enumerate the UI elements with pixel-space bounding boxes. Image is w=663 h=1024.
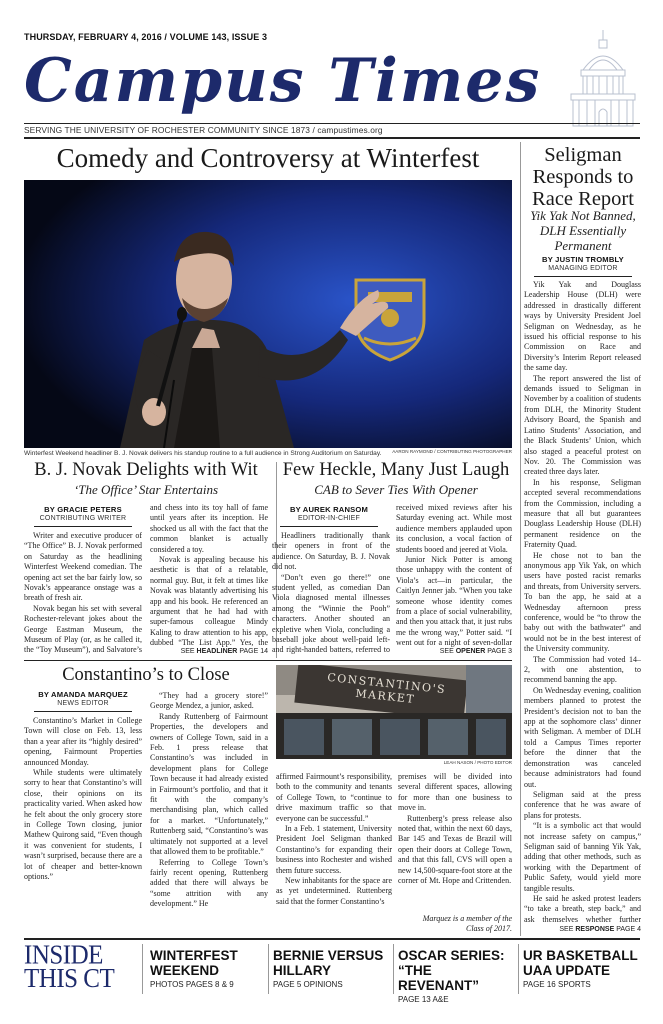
jump-target: HEADLINER xyxy=(196,648,238,655)
inside-item-title xyxy=(398,948,516,993)
inside-item-page: PHOTOS PAGES 8 & 9 xyxy=(150,980,234,989)
paragraph: Seligman said at the press conference that he was aware of plans for protests. xyxy=(524,789,641,820)
jump-see: SEE xyxy=(439,648,454,655)
paragraph: In a Feb. 1 statement, University President Joel Seligman thanked Constantino’s for expanding their business into Rochester and wished them future success. xyxy=(276,824,392,875)
title-line: WEEKEND xyxy=(150,963,220,978)
seligman-jump-line[interactable] xyxy=(524,926,641,933)
paragraph: Writer and executive producer of “The Office” B. J. Novak performed on Saturday as the headlining Winterfest Weekend comedian. The opening act set the bar fairly low, so Novak’s appearance onstage was a breath of fresh air. xyxy=(24,531,142,603)
title-line: WINTERFEST xyxy=(150,948,238,963)
opener-column-2 xyxy=(396,503,512,649)
storefront-photo-credit: LEAH NASON / PHOTO EDITOR xyxy=(443,760,512,765)
constantino-tagline: Marquez is a member of the Class of 2017. xyxy=(422,914,512,933)
inside-item-2[interactable] xyxy=(273,948,391,989)
paragraph: While students were ultimately sorry to hear that Constantino’s will close, their opinions on its practicality varied. When asked how he felt about the only grocery store in College Town closing, junior Mathew Quirong said, “Even though it was convenient for students, I wasn’t surprised, because there are a lot of cheaper and better-known options.” xyxy=(24,768,142,882)
jump-page: PAGE 3 xyxy=(487,648,512,655)
opener-column-1 xyxy=(272,531,390,657)
jump-target: OPENER xyxy=(455,648,486,655)
paragraph: premises will be divided into several different spaces, allowing for more than one business to move in. xyxy=(398,772,512,813)
paragraph: Novak is appealing because his aesthetic is that of a relatable, normal guy. But, it felt at times like Novak was blatantly advertising his app and his book. He referenced an argument that he had had with super-famous colleague Mindy Kaling to draw attention to his app, dubbed “The List App.” Yes, the xyxy=(150,555,268,648)
banner-headline: Comedy and Controversy at Winterfest xyxy=(56,143,480,173)
seligman-byline: BY JUSTIN TROMBLY xyxy=(542,255,624,264)
title-line: HILLARY xyxy=(273,963,331,978)
title-line: UR BASKETBALL xyxy=(523,948,638,963)
main-photo-caption: Winterfest Weekend headliner B. J. Novak delivers his standup routine to a full audience in Strong Auditorium on Saturday. xyxy=(24,450,382,457)
title-line: “THE REVENANT” xyxy=(398,963,480,993)
constantino-headline: Constantino’s to Close xyxy=(62,665,230,685)
opener-deck: CAB to Sever Ties With Opener xyxy=(314,482,478,497)
novak-deck: ‘The Office’ Star Entertains xyxy=(73,482,219,497)
campus-dome-illustration xyxy=(565,28,641,128)
paragraph: The Commission had voted 14–2, with one abstention, to recommend banning the app. xyxy=(524,654,641,685)
seligman-role: MANAGING EDITOR xyxy=(548,265,618,272)
main-photo-credit: AARON RAYMOND / CONTRIBUTING PHOTOGRAPHER xyxy=(392,449,512,454)
inside-item-page: PAGE 5 OPINIONS xyxy=(273,980,343,989)
paragraph: He said he asked protest leaders “to take a breath, step back,” and ask themselves whether further xyxy=(524,893,641,924)
title-line: UAA UPDATE xyxy=(523,963,610,978)
paragraph: Junior Nick Potter is among those unhappy with the content of Viola’s act—in particular, the Caitlyn Jenner jab. “When you take someone whose identity comes from a place of social vulnerability, and then you attack that, it just rubs me the wrong way,” Potter said. “I went out for a night of seven-dollar xyxy=(396,555,512,648)
inside-item-title xyxy=(523,948,641,978)
constantino-column-1 xyxy=(24,716,142,936)
paragraph: Novak began his set with several Rochester-relevant jokes about the George Eastman Museum, the Museum of Play (or, as he called it, the “Toy Museum”), and Salvatore’s xyxy=(24,603,142,655)
inside-item-title xyxy=(273,948,391,978)
storefront-sign: CONSTANTINO'S MARKET xyxy=(326,670,447,707)
main-photo xyxy=(24,180,512,448)
inside-item-page: PAGE 13 A&E xyxy=(398,995,449,1004)
inside-item-title xyxy=(150,948,266,978)
paragraph: The report answered the list of demands issued to Seligman in November by a coalition of students from DLH, the Minority Student Advisory Board, the Spanish and Latino Students’ Association, and the Black Students’ Union, which also staged a peaceful protest on Nov. 20. The Commission was created three days later. xyxy=(524,373,641,477)
paragraph: affirmed Fairmount’s responsibility, both to the community and tenants of College Town, to “continue to drive maximum traffic so that everyone can be successful.” xyxy=(276,772,392,823)
novak-column-1 xyxy=(24,531,142,657)
constantino-column-4 xyxy=(398,772,512,912)
paragraph: received mixed reviews after his Saturday evening act. While most audience members applauded upon its conclusion, a vocal faction of students booed and jeered at Viola. xyxy=(396,503,512,554)
paragraph: Ruttenberg’s press release also noted that, within the next 60 days, Bar 145 and Texas de Brazil will open their doors at College Town, and that this fall, CVS will open a new 14,500-square-foot store at the corner of Mt. Hope and Crittenden. xyxy=(398,813,512,886)
opener-headline: Few Heckle, Many Just Laugh xyxy=(282,460,510,480)
inside-item-4[interactable] xyxy=(523,948,641,989)
opener-jump-line[interactable] xyxy=(396,648,512,655)
seligman-body xyxy=(524,280,641,926)
storefront-photo xyxy=(276,665,512,759)
novak-role: CONTRIBUTING WRITER xyxy=(39,515,127,522)
opener-role: EDITOR-IN-CHIEF xyxy=(298,515,360,522)
paragraph: New inhabitants for the space are as yet undetermined. Ruttenberg said that the former Constantino’s xyxy=(276,876,392,906)
novak-headline: B. J. Novak Delights with Wit xyxy=(34,460,258,480)
paragraph: Yik Yak and Douglass Leadership House (DLH) were addressed in drastically different ways by University President Joel Seligman on Wednesday, as he issued his official response to his Commission on Race and Diversity’s Interim Report released the same day. xyxy=(524,280,641,373)
paragraph: and chess into its toy hall of fame until years after its inception. He shocked us all with the fact that the common blanket is actually considered a toy. xyxy=(150,503,268,554)
novak-byline: BY GRACIE PETERS xyxy=(44,505,122,514)
dateline: THURSDAY, FEBRUARY 4, 2016 / VOLUME 143, ISSUE 3 xyxy=(24,32,268,42)
inside-label-line1: INSIDE xyxy=(24,940,103,970)
title-line: BERNIE VERSUS xyxy=(273,948,384,963)
novak-jump-line[interactable] xyxy=(150,648,268,655)
constantino-column-3 xyxy=(276,772,392,936)
jump-see: SEE xyxy=(180,648,195,655)
constantino-column-2 xyxy=(150,691,268,936)
paragraph: “It is a symbolic act that would not increase safety on campus,” Seligman said of banning Yik Yak, adding that other methods, such as working with the Department of Public Safety, would yield more tangible results. xyxy=(524,821,641,893)
paragraph: On Wednesday evening, coalition members planned to protest the President’s decision not to ban the app at the sophomore class’ dinner with Seligman. A member of DLH told a Campus Times reporter before the dinner that the demonstration was canceled because administrators had found out. xyxy=(524,685,641,789)
constantino-byline: BY AMANDA MARQUEZ xyxy=(38,690,128,699)
jump-target: RESPONSE xyxy=(575,926,615,933)
jump-page: PAGE 14 xyxy=(239,648,268,655)
paragraph: Headliners traditionally thank their openers in front of the audience. On Saturday, B. J. Novak did not. xyxy=(272,531,390,572)
paragraph: Randy Ruttenberg of Fairmount Properties, the developers and owners of College Town, said in a Feb. 1 press release that Constantino’s was included in development plans for College Town because it had already existed in Fairmount’s portfolio, and that it fit with the company’s merchandising plan, which called for a market. “Unfortunately,” Ruttenberg said, “Constantino’s was ultimately not supported at a level that allowed them to be profitable.” xyxy=(150,711,268,857)
tagline: SERVING THE UNIVERSITY OF ROCHESTER COMMUNITY SINCE 1873 / campustimes.org xyxy=(24,125,383,135)
jump-page: PAGE 4 xyxy=(616,926,641,933)
inside-item-1[interactable] xyxy=(150,948,266,989)
paragraph: “They had a grocery store!” George Mendez, a junior, asked. xyxy=(150,691,268,711)
inside-label-line2: THIS CT xyxy=(24,964,115,994)
paragraph: He chose not to ban the anonymous app Yik Yak, on which users have posted racist remarks and threats, from University servers. To ban the app, he said at a Wednesday afternoon press conference, would be “to throw the baby out with the bathwater” and would not be in the best interest of the University community. xyxy=(524,550,641,654)
paragraph: “Don’t even go there!” one student yelled, as comedian Dan Viola diagnosed mental illnesses among the “Winnie the Pooh” characters. Another shouted an expletive when Viola, concluding a baseball joke about well-paid left- and right-handed batters, referred to xyxy=(272,572,390,655)
seligman-deck: Yik Yak Not Banned, DLH Essentially Permanent xyxy=(530,208,636,253)
opener-byline: BY AUREK RANSOM xyxy=(289,505,369,514)
novak-column-2 xyxy=(150,503,268,649)
inside-item-page: PAGE 16 SPORTS xyxy=(523,980,591,989)
paragraph: In his response, Seligman accepted several recommendations from the Commission, including a measure that all but guarantees Douglass Leadership House (DLH) permanent residence on the Fraternity Quad. xyxy=(524,477,641,550)
title-line: OSCAR SERIES: xyxy=(398,948,505,963)
newspaper-title: Campus Times xyxy=(24,46,542,116)
inside-item-3[interactable] xyxy=(398,948,516,1004)
inside-label xyxy=(24,940,134,994)
paragraph: Constantino’s Market in College Town will close on Feb. 13, less than a year after its “highly desired” opening, Fairmount Properties announced Monday. xyxy=(24,716,142,767)
seligman-headline: Seligman Responds to Race Report xyxy=(532,144,634,210)
constantino-role: NEWS EDITOR xyxy=(57,700,109,707)
paragraph: Referring to College Town’s fairly recent opening, Ruttenberg added that there will always be “some attrition with any development.” He xyxy=(150,857,268,909)
jump-see: SEE xyxy=(559,926,574,933)
